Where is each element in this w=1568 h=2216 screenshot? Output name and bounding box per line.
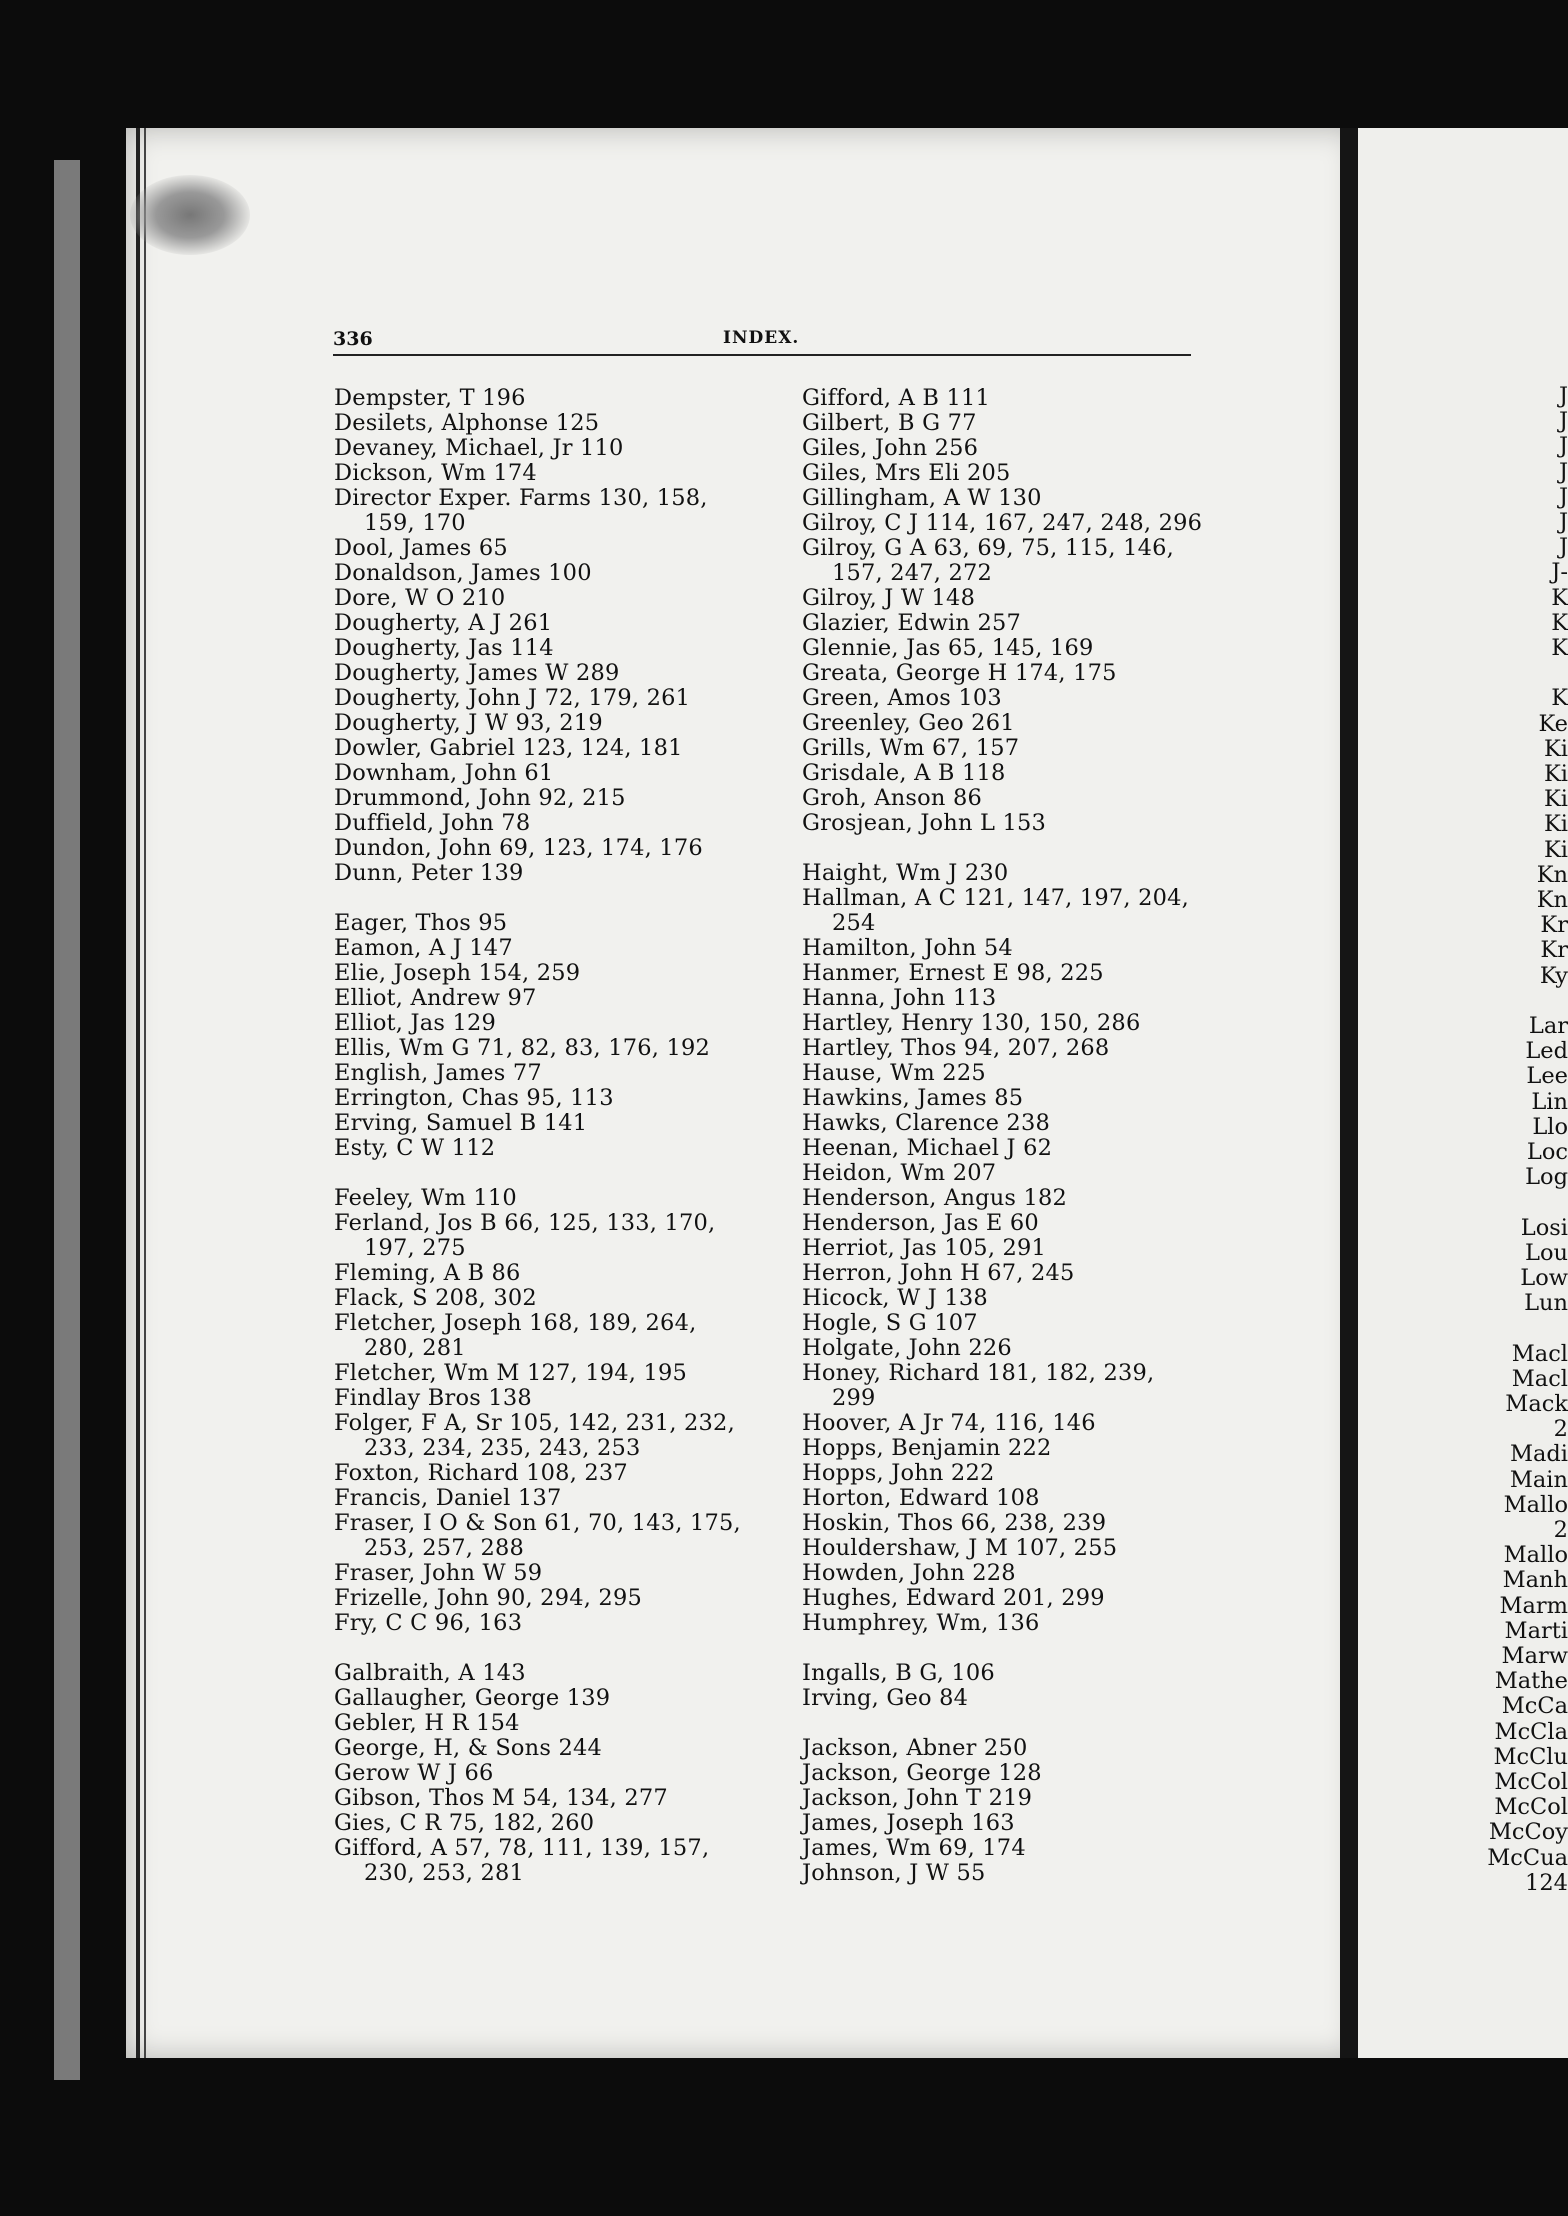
index-entry: Herron, John H 67, 245 bbox=[802, 1260, 1075, 1286]
facing-page-entry-fragment: Loc bbox=[1526, 1139, 1568, 1165]
index-entry: James, Joseph 163 bbox=[802, 1810, 1015, 1836]
facing-page-entry-fragment: Lou bbox=[1525, 1239, 1568, 1266]
index-entry: Honey, Richard 181, 182, 239, bbox=[802, 1360, 1155, 1386]
index-entry-continuation: 254 bbox=[832, 910, 876, 936]
index-entry: George, H, & Sons 244 bbox=[334, 1735, 603, 1761]
index-entry: Hamilton, John 54 bbox=[802, 935, 1013, 961]
facing-page-entry-fragment: J bbox=[1558, 483, 1568, 510]
index-entry-continuation: 299 bbox=[832, 1385, 876, 1411]
facing-page-entry-fragment: Main bbox=[1509, 1466, 1568, 1493]
index-entry-continuation: 233, 234, 235, 243, 253 bbox=[364, 1435, 641, 1461]
index-entry: Erving, Samuel B 141 bbox=[334, 1110, 588, 1136]
header-rule bbox=[333, 354, 1191, 356]
facing-page-entry-fragment: 124 bbox=[1525, 1869, 1568, 1896]
facing-page-entry-fragment: J bbox=[1558, 509, 1568, 535]
index-entry: Feeley, Wm 110 bbox=[334, 1185, 517, 1211]
index-entry: Giles, Mrs Eli 205 bbox=[802, 460, 1011, 486]
index-entry: Desilets, Alphonse 125 bbox=[334, 410, 600, 436]
facing-page-entry-fragment: Macl bbox=[1511, 1365, 1568, 1392]
facing-page-entry-fragment: Kn bbox=[1536, 861, 1568, 888]
index-entry: Fletcher, Joseph 168, 189, 264, bbox=[334, 1310, 697, 1336]
facing-page-entry-fragment: Low bbox=[1520, 1265, 1568, 1291]
section-gap bbox=[334, 1636, 764, 1661]
facing-page-entry-fragment: McCol bbox=[1494, 1769, 1568, 1795]
facing-page-entry-fragment: Marm bbox=[1499, 1592, 1568, 1619]
index-entry: Gibson, Thos M 54, 134, 277 bbox=[334, 1785, 668, 1811]
index-entry: Francis, Daniel 137 bbox=[334, 1485, 562, 1511]
index-entry: Greenley, Geo 261 bbox=[802, 710, 1015, 736]
index-entry: Hallman, A C 121, 147, 197, 204, bbox=[802, 885, 1189, 911]
facing-page-entry-fragment: Lee bbox=[1526, 1063, 1568, 1090]
index-entry: Downham, John 61 bbox=[334, 760, 554, 786]
index-entry: Drummond, John 92, 215 bbox=[334, 785, 626, 811]
index-entry: Henderson, Angus 182 bbox=[802, 1185, 1068, 1211]
index-entry: Dougherty, J W 93, 219 bbox=[334, 710, 603, 736]
facing-page-entry-fragment: Mallo bbox=[1503, 1491, 1568, 1518]
index-entry: Folger, F A, Sr 105, 142, 231, 232, bbox=[334, 1410, 735, 1436]
facing-page-entry-fragment: McCua bbox=[1487, 1844, 1568, 1871]
facing-page-entry-fragment: Ki bbox=[1543, 786, 1568, 813]
index-entry: Heenan, Michael J 62 bbox=[802, 1135, 1053, 1161]
index-entry: Fraser, I O & Son 61, 70, 143, 175, bbox=[334, 1510, 741, 1536]
index-entry: Groh, Anson 86 bbox=[802, 785, 982, 811]
facing-page-entry-fragment: Lin bbox=[1531, 1088, 1568, 1115]
facing-page-entry-fragment: Llo bbox=[1532, 1113, 1568, 1140]
index-entry-continuation: 159, 170 bbox=[364, 510, 466, 536]
facing-page-entry-fragment: Losi bbox=[1520, 1214, 1568, 1241]
index-entry: Grosjean, John L 153 bbox=[802, 810, 1047, 836]
index-entry: Ferland, Jos B 66, 125, 133, 170, bbox=[334, 1210, 716, 1236]
index-entry: Hanmer, Ernest E 98, 225 bbox=[802, 960, 1104, 986]
facing-page-entry-fragment: Marti bbox=[1504, 1617, 1568, 1644]
section-gap bbox=[802, 836, 1232, 861]
index-entry: Gilroy, C J 114, 167, 247, 248, 296 bbox=[802, 510, 1203, 536]
index-entry-continuation: 253, 257, 288 bbox=[364, 1535, 525, 1561]
facing-page-entry-fragment: McCla bbox=[1494, 1718, 1568, 1745]
index-entry: Eamon, A J 147 bbox=[334, 935, 513, 961]
index-entry: Director Exper. Farms 130, 158, bbox=[334, 485, 708, 511]
index-entry: Grisdale, A B 118 bbox=[802, 760, 1006, 786]
index-entry: Glazier, Edwin 257 bbox=[802, 610, 1022, 636]
facing-page-entry-fragment: Ki bbox=[1543, 811, 1568, 838]
section-gap bbox=[802, 1711, 1232, 1736]
index-entry: Gilroy, G A 63, 69, 75, 115, 146, bbox=[802, 535, 1174, 561]
index-entry: Heidon, Wm 207 bbox=[802, 1160, 997, 1186]
index-entry: Gies, C R 75, 182, 260 bbox=[334, 1810, 595, 1836]
index-entry: Gifford, A 57, 78, 111, 139, 157, bbox=[334, 1835, 710, 1861]
index-entry: Dowler, Gabriel 123, 124, 181 bbox=[334, 735, 683, 761]
index-entry: Gerow W J 66 bbox=[334, 1760, 494, 1786]
index-entry: Fleming, A B 86 bbox=[334, 1260, 521, 1286]
index-entry: Elliot, Andrew 97 bbox=[334, 985, 537, 1011]
index-entry: Glennie, Jas 65, 145, 169 bbox=[802, 635, 1094, 661]
index-entry: Esty, C W 112 bbox=[334, 1135, 496, 1161]
index-entry: Hartley, Henry 130, 150, 286 bbox=[802, 1010, 1141, 1036]
index-entry: Herriot, Jas 105, 291 bbox=[802, 1235, 1047, 1261]
facing-page-entry-fragment: McCol bbox=[1494, 1794, 1568, 1821]
index-entry: Hopps, John 222 bbox=[802, 1460, 995, 1486]
facing-page-entry-fragment: 2 bbox=[1553, 1416, 1568, 1443]
index-entry: Grills, Wm 67, 157 bbox=[802, 735, 1020, 761]
index-entry-continuation: 280, 281 bbox=[364, 1335, 466, 1361]
index-entry: James, Wm 69, 174 bbox=[802, 1835, 1026, 1861]
index-entry: Dore, W O 210 bbox=[334, 585, 506, 611]
index-entry: Dool, James 65 bbox=[334, 535, 508, 561]
index-entry: Dougherty, John J 72, 179, 261 bbox=[334, 685, 691, 711]
index-entry: Hughes, Edward 201, 299 bbox=[802, 1585, 1105, 1611]
facing-page-entry-fragment: Lun bbox=[1524, 1290, 1568, 1317]
index-entry: Gillingham, A W 130 bbox=[802, 485, 1042, 511]
index-entry: Holgate, John 226 bbox=[802, 1335, 1012, 1361]
facing-page-entry-fragment: McCoy bbox=[1488, 1819, 1568, 1846]
facing-page-entry-fragment: K bbox=[1551, 685, 1568, 712]
index-entry: Johnson, J W 55 bbox=[802, 1860, 986, 1886]
index-entry: Flack, S 208, 302 bbox=[334, 1285, 537, 1311]
index-entry: Hogle, S G 107 bbox=[802, 1310, 978, 1336]
index-entry: Foxton, Richard 108, 237 bbox=[334, 1460, 628, 1486]
facing-page-entry-fragment: Macl bbox=[1511, 1340, 1568, 1367]
facing-page-entry-fragment: McClu bbox=[1493, 1743, 1568, 1770]
facing-page-entry-fragment: J bbox=[1558, 408, 1568, 435]
index-entry: Fry, C C 96, 163 bbox=[334, 1610, 523, 1636]
index-entry: Eager, Thos 95 bbox=[334, 910, 508, 936]
index-entry: Hanna, John 113 bbox=[802, 985, 997, 1011]
index-entry: Hartley, Thos 94, 207, 268 bbox=[802, 1035, 1110, 1061]
index-entry: Elie, Joseph 154, 259 bbox=[334, 960, 581, 986]
index-entry: Hause, Wm 225 bbox=[802, 1060, 986, 1086]
facing-page-entry-fragment: Mack bbox=[1505, 1391, 1568, 1417]
index-entry: Hawkins, James 85 bbox=[802, 1085, 1024, 1111]
index-entry: Elliot, Jas 129 bbox=[334, 1010, 496, 1036]
facing-page-entry-fragment: J- bbox=[1551, 559, 1568, 586]
index-entry: Jackson, John T 219 bbox=[802, 1785, 1033, 1811]
index-entry: English, James 77 bbox=[334, 1060, 542, 1086]
index-entry: Gilbert, B G 77 bbox=[802, 410, 977, 436]
facing-page-entry-fragment: Ki bbox=[1543, 761, 1568, 787]
facing-page-entry-fragment: K bbox=[1551, 635, 1568, 661]
index-entry: Hoover, A Jr 74, 116, 146 bbox=[802, 1410, 1096, 1436]
facing-page-entry-fragment: Kr bbox=[1540, 937, 1568, 964]
facing-page-entry-fragment: K bbox=[1551, 584, 1568, 611]
index-entry: Hoskin, Thos 66, 238, 239 bbox=[802, 1510, 1107, 1536]
facing-page-entry-fragment: Madi bbox=[1509, 1441, 1568, 1468]
facing-page-entry-fragment: Ki bbox=[1543, 836, 1568, 863]
facing-page-entry-fragment: J bbox=[1558, 458, 1568, 485]
index-entry: Gallaugher, George 139 bbox=[334, 1685, 611, 1711]
facing-page-entry-fragment: Kn bbox=[1536, 887, 1568, 913]
page-title: INDEX. bbox=[723, 328, 800, 348]
index-entry: Greata, George H 174, 175 bbox=[802, 660, 1117, 686]
index-entry: Gebler, H R 154 bbox=[334, 1710, 520, 1736]
index-entry-continuation: 197, 275 bbox=[364, 1235, 466, 1261]
index-entry: Hicock, W J 138 bbox=[802, 1285, 988, 1311]
facing-page-entry-fragment: J bbox=[1558, 534, 1568, 561]
index-entry: Houldershaw, J M 107, 255 bbox=[802, 1535, 1118, 1561]
facing-page-entry-fragment: Ky bbox=[1539, 962, 1568, 989]
index-entry: Galbraith, A 143 bbox=[334, 1660, 526, 1686]
index-entry: Haight, Wm J 230 bbox=[802, 860, 1009, 886]
index-entry: Howden, John 228 bbox=[802, 1560, 1016, 1586]
facing-page-entry-fragment: Led bbox=[1525, 1038, 1568, 1065]
index-column-left bbox=[334, 386, 764, 1886]
index-entry: Findlay Bros 138 bbox=[334, 1385, 532, 1411]
facing-page-entry-fragment: Ke bbox=[1538, 710, 1568, 737]
index-entry-continuation: 230, 253, 281 bbox=[364, 1860, 525, 1886]
index-entry: Devaney, Michael, Jr 110 bbox=[334, 435, 624, 461]
index-entry: Green, Amos 103 bbox=[802, 685, 1002, 711]
index-entry: Henderson, Jas E 60 bbox=[802, 1210, 1039, 1236]
index-entry: Duffield, John 78 bbox=[334, 810, 531, 836]
facing-page-entry-fragment: J bbox=[1558, 383, 1568, 409]
facing-page-entry-fragment: Marw bbox=[1501, 1643, 1568, 1669]
index-entry: Frizelle, John 90, 294, 295 bbox=[334, 1585, 642, 1611]
section-gap bbox=[334, 886, 764, 911]
facing-page-entry-fragment: Log bbox=[1525, 1164, 1568, 1191]
index-column-right bbox=[802, 386, 1232, 1886]
index-entry: Errington, Chas 95, 113 bbox=[334, 1085, 614, 1111]
index-entry: Humphrey, Wm, 136 bbox=[802, 1610, 1040, 1636]
index-entry: Donaldson, James 100 bbox=[334, 560, 592, 586]
index-entry: Irving, Geo 84 bbox=[802, 1685, 969, 1711]
facing-page-entry-fragment: K bbox=[1551, 609, 1568, 636]
index-entry: Dundon, John 69, 123, 174, 176 bbox=[334, 835, 703, 861]
facing-page-entry-fragment: Lar bbox=[1528, 1013, 1568, 1039]
index-entry: Ellis, Wm G 71, 82, 83, 176, 192 bbox=[334, 1035, 711, 1061]
facing-page-entry-fragment: Kr bbox=[1540, 912, 1568, 939]
index-entry: Ingalls, B G, 106 bbox=[802, 1660, 995, 1686]
page-edge-line-inner bbox=[144, 128, 146, 2058]
facing-page-entry-fragment: McCa bbox=[1501, 1693, 1568, 1720]
index-entry: Hawks, Clarence 238 bbox=[802, 1110, 1050, 1136]
index-entry: Fletcher, Wm M 127, 194, 195 bbox=[334, 1360, 688, 1386]
page-stain bbox=[130, 175, 250, 255]
facing-page-entry-fragment: J bbox=[1558, 433, 1568, 460]
page-edge-line bbox=[136, 128, 140, 2058]
index-entry-continuation: 157, 247, 272 bbox=[832, 560, 993, 586]
section-gap bbox=[334, 1161, 764, 1186]
index-entry: Dougherty, Jas 114 bbox=[334, 635, 554, 661]
facing-page-entry-fragment: Mathe bbox=[1494, 1668, 1568, 1695]
index-entry: Dougherty, A J 261 bbox=[334, 610, 553, 636]
index-entry: Dunn, Peter 139 bbox=[334, 860, 524, 886]
index-entry: Dempster, T 196 bbox=[334, 385, 526, 411]
facing-page-entry-fragment: Ki bbox=[1543, 735, 1568, 762]
index-entry: Jackson, Abner 250 bbox=[802, 1735, 1028, 1761]
section-gap bbox=[802, 1636, 1232, 1661]
index-entry: Gifford, A B 111 bbox=[802, 385, 991, 411]
facing-page-entry-fragment: Mallo bbox=[1503, 1542, 1568, 1569]
book-gutter bbox=[1340, 128, 1358, 2058]
index-entry: Hopps, Benjamin 222 bbox=[802, 1435, 1052, 1461]
index-entry: Giles, John 256 bbox=[802, 435, 979, 461]
book-binding-edge bbox=[54, 160, 80, 2080]
facing-page-entry-fragment: Manh bbox=[1502, 1567, 1568, 1594]
index-entry: Gilroy, J W 148 bbox=[802, 585, 976, 611]
index-entry: Dickson, Wm 174 bbox=[334, 460, 537, 486]
index-entry: Jackson, George 128 bbox=[802, 1760, 1042, 1786]
facing-page-entry-fragment: 2 bbox=[1553, 1517, 1568, 1543]
index-entry: Fraser, John W 59 bbox=[334, 1560, 543, 1586]
page-number: 336 bbox=[333, 328, 373, 350]
index-entry: Dougherty, James W 289 bbox=[334, 660, 620, 686]
index-entry: Horton, Edward 108 bbox=[802, 1485, 1040, 1511]
